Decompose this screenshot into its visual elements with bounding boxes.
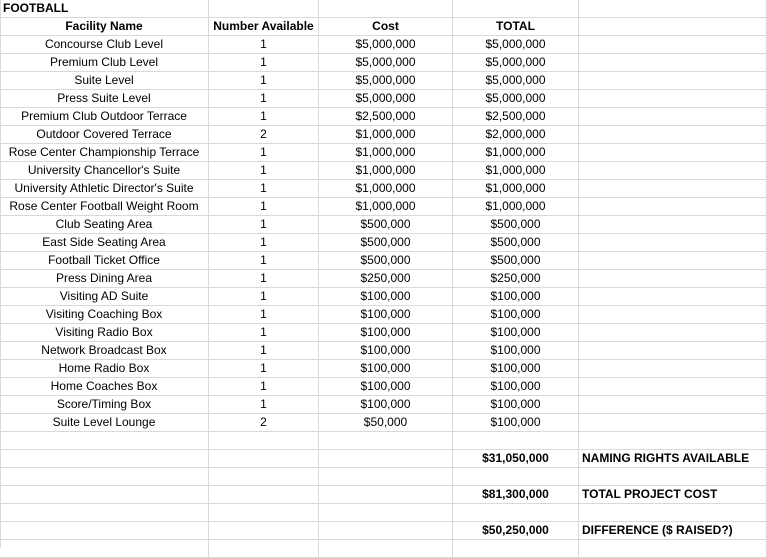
facility-name-cell[interactable]: Outdoor Covered Terrace [0, 126, 209, 144]
number-available-cell[interactable]: 1 [209, 252, 319, 270]
empty-cell[interactable] [319, 0, 453, 18]
empty-cell[interactable] [453, 468, 579, 486]
empty-cell[interactable] [319, 540, 453, 558]
number-available-cell[interactable]: 1 [209, 360, 319, 378]
empty-cell[interactable] [579, 414, 767, 432]
cost-cell[interactable]: $5,000,000 [319, 54, 453, 72]
total-cell[interactable]: $100,000 [453, 342, 579, 360]
number-available-cell[interactable]: 1 [209, 342, 319, 360]
empty-cell[interactable] [579, 90, 767, 108]
empty-cell[interactable] [319, 432, 453, 450]
empty-cell[interactable] [453, 504, 579, 522]
summary-value-cell[interactable]: $81,300,000 [453, 486, 579, 504]
facility-name-cell[interactable]: Home Radio Box [0, 360, 209, 378]
empty-cell[interactable] [209, 540, 319, 558]
cost-cell[interactable]: $100,000 [319, 396, 453, 414]
empty-cell[interactable] [579, 288, 767, 306]
cost-cell[interactable]: $500,000 [319, 234, 453, 252]
empty-cell[interactable] [319, 450, 453, 468]
empty-cell[interactable] [453, 540, 579, 558]
number-available-cell[interactable]: 1 [209, 72, 319, 90]
empty-cell[interactable] [579, 234, 767, 252]
empty-cell[interactable] [209, 432, 319, 450]
total-cell[interactable]: $100,000 [453, 414, 579, 432]
number-available-cell[interactable]: 1 [209, 144, 319, 162]
number-available-cell[interactable]: 1 [209, 54, 319, 72]
facility-name-cell[interactable]: Network Broadcast Box [0, 342, 209, 360]
cost-cell[interactable]: $100,000 [319, 324, 453, 342]
number-available-cell[interactable]: 1 [209, 216, 319, 234]
total-cell[interactable]: $5,000,000 [453, 36, 579, 54]
summary-value-cell[interactable]: $31,050,000 [453, 450, 579, 468]
empty-cell[interactable] [0, 504, 209, 522]
empty-cell[interactable] [579, 198, 767, 216]
facility-name-cell[interactable]: Concourse Club Level [0, 36, 209, 54]
facility-name-cell[interactable]: Visiting AD Suite [0, 288, 209, 306]
empty-cell[interactable] [453, 432, 579, 450]
total-cell[interactable]: $2,000,000 [453, 126, 579, 144]
cost-cell[interactable]: $1,000,000 [319, 180, 453, 198]
facility-name-cell[interactable]: Visiting Radio Box [0, 324, 209, 342]
facility-name-cell[interactable]: Suite Level [0, 72, 209, 90]
cost-cell[interactable]: $5,000,000 [319, 36, 453, 54]
empty-cell[interactable] [319, 468, 453, 486]
total-cell[interactable]: $100,000 [453, 378, 579, 396]
cost-cell[interactable]: $100,000 [319, 288, 453, 306]
cost-cell[interactable]: $100,000 [319, 342, 453, 360]
empty-cell[interactable] [579, 432, 767, 450]
facility-name-cell[interactable]: Press Suite Level [0, 90, 209, 108]
section-title-cell[interactable]: FOOTBALL [0, 0, 209, 18]
empty-cell[interactable] [0, 468, 209, 486]
number-available-cell[interactable]: 1 [209, 180, 319, 198]
facility-name-cell[interactable]: Visiting Coaching Box [0, 306, 209, 324]
facility-name-cell[interactable]: University Chancellor's Suite [0, 162, 209, 180]
empty-cell[interactable] [579, 18, 767, 36]
facility-name-cell[interactable]: Premium Club Level [0, 54, 209, 72]
number-available-cell[interactable]: 1 [209, 234, 319, 252]
facility-name-cell[interactable]: University Athletic Director's Suite [0, 180, 209, 198]
cost-cell[interactable]: $1,000,000 [319, 198, 453, 216]
header-facility-name[interactable]: Facility Name [0, 18, 209, 36]
empty-cell[interactable] [579, 306, 767, 324]
total-cell[interactable]: $5,000,000 [453, 90, 579, 108]
cost-cell[interactable]: $2,500,000 [319, 108, 453, 126]
total-cell[interactable]: $100,000 [453, 288, 579, 306]
cost-cell[interactable]: $1,000,000 [319, 162, 453, 180]
number-available-cell[interactable]: 1 [209, 288, 319, 306]
total-cell[interactable]: $5,000,000 [453, 72, 579, 90]
facility-name-cell[interactable]: East Side Seating Area [0, 234, 209, 252]
empty-cell[interactable] [579, 72, 767, 90]
cost-cell[interactable]: $1,000,000 [319, 144, 453, 162]
header-number-available[interactable]: Number Available [209, 18, 319, 36]
number-available-cell[interactable]: 1 [209, 162, 319, 180]
total-cell[interactable]: $100,000 [453, 396, 579, 414]
empty-cell[interactable] [579, 126, 767, 144]
facility-name-cell[interactable]: Home Coaches Box [0, 378, 209, 396]
empty-cell[interactable] [579, 180, 767, 198]
facility-name-cell[interactable]: Score/Timing Box [0, 396, 209, 414]
cost-cell[interactable]: $500,000 [319, 252, 453, 270]
empty-cell[interactable] [579, 540, 767, 558]
empty-cell[interactable] [579, 162, 767, 180]
total-cell[interactable]: $500,000 [453, 252, 579, 270]
empty-cell[interactable] [579, 270, 767, 288]
summary-label-cell[interactable]: DIFFERENCE ($ RAISED?) [579, 522, 767, 540]
cost-cell[interactable]: $100,000 [319, 378, 453, 396]
header-total[interactable]: TOTAL [453, 18, 579, 36]
total-cell[interactable]: $250,000 [453, 270, 579, 288]
cost-cell[interactable]: $500,000 [319, 216, 453, 234]
empty-cell[interactable] [579, 216, 767, 234]
facility-name-cell[interactable]: Rose Center Football Weight Room [0, 198, 209, 216]
cost-cell[interactable]: $100,000 [319, 360, 453, 378]
facility-name-cell[interactable]: Rose Center Championship Terrace [0, 144, 209, 162]
empty-cell[interactable] [579, 504, 767, 522]
number-available-cell[interactable]: 1 [209, 306, 319, 324]
total-cell[interactable]: $500,000 [453, 216, 579, 234]
cost-cell[interactable]: $1,000,000 [319, 126, 453, 144]
cost-cell[interactable]: $100,000 [319, 306, 453, 324]
total-cell[interactable]: $2,500,000 [453, 108, 579, 126]
total-cell[interactable]: $1,000,000 [453, 180, 579, 198]
total-cell[interactable]: $100,000 [453, 360, 579, 378]
empty-cell[interactable] [209, 522, 319, 540]
number-available-cell[interactable]: 1 [209, 378, 319, 396]
empty-cell[interactable] [0, 486, 209, 504]
total-cell[interactable]: $100,000 [453, 324, 579, 342]
empty-cell[interactable] [579, 0, 767, 18]
cost-cell[interactable]: $50,000 [319, 414, 453, 432]
empty-cell[interactable] [319, 486, 453, 504]
empty-cell[interactable] [209, 450, 319, 468]
number-available-cell[interactable]: 2 [209, 414, 319, 432]
empty-cell[interactable] [209, 0, 319, 18]
total-cell[interactable]: $1,000,000 [453, 198, 579, 216]
number-available-cell[interactable]: 1 [209, 198, 319, 216]
total-cell[interactable]: $500,000 [453, 234, 579, 252]
cost-cell[interactable]: $5,000,000 [319, 90, 453, 108]
number-available-cell[interactable]: 1 [209, 270, 319, 288]
empty-cell[interactable] [453, 0, 579, 18]
empty-cell[interactable] [209, 486, 319, 504]
total-cell[interactable]: $5,000,000 [453, 54, 579, 72]
empty-cell[interactable] [579, 360, 767, 378]
empty-cell[interactable] [209, 468, 319, 486]
cost-cell[interactable]: $250,000 [319, 270, 453, 288]
facility-name-cell[interactable]: Premium Club Outdoor Terrace [0, 108, 209, 126]
cost-cell[interactable]: $5,000,000 [319, 72, 453, 90]
summary-label-cell[interactable]: NAMING RIGHTS AVAILABLE [579, 450, 767, 468]
empty-cell[interactable] [579, 342, 767, 360]
empty-cell[interactable] [0, 432, 209, 450]
empty-cell[interactable] [319, 504, 453, 522]
number-available-cell[interactable]: 1 [209, 324, 319, 342]
empty-cell[interactable] [0, 540, 209, 558]
total-cell[interactable]: $1,000,000 [453, 162, 579, 180]
empty-cell[interactable] [579, 36, 767, 54]
empty-cell[interactable] [579, 324, 767, 342]
empty-cell[interactable] [579, 144, 767, 162]
total-cell[interactable]: $100,000 [453, 306, 579, 324]
empty-cell[interactable] [209, 504, 319, 522]
total-cell[interactable]: $1,000,000 [453, 144, 579, 162]
number-available-cell[interactable]: 1 [209, 36, 319, 54]
number-available-cell[interactable]: 1 [209, 90, 319, 108]
facility-name-cell[interactable]: Suite Level Lounge [0, 414, 209, 432]
empty-cell[interactable] [579, 108, 767, 126]
empty-cell[interactable] [0, 450, 209, 468]
empty-cell[interactable] [579, 378, 767, 396]
header-cost[interactable]: Cost [319, 18, 453, 36]
number-available-cell[interactable]: 1 [209, 108, 319, 126]
summary-value-cell[interactable]: $50,250,000 [453, 522, 579, 540]
empty-cell[interactable] [319, 522, 453, 540]
facility-name-cell[interactable]: Press Dining Area [0, 270, 209, 288]
facility-name-cell[interactable]: Club Seating Area [0, 216, 209, 234]
empty-cell[interactable] [579, 252, 767, 270]
summary-label-cell[interactable]: TOTAL PROJECT COST [579, 486, 767, 504]
empty-cell[interactable] [579, 396, 767, 414]
empty-cell[interactable] [579, 468, 767, 486]
facility-name-cell[interactable]: Football Ticket Office [0, 252, 209, 270]
number-available-cell[interactable]: 2 [209, 126, 319, 144]
empty-cell[interactable] [579, 54, 767, 72]
empty-cell[interactable] [0, 522, 209, 540]
number-available-cell[interactable]: 1 [209, 396, 319, 414]
